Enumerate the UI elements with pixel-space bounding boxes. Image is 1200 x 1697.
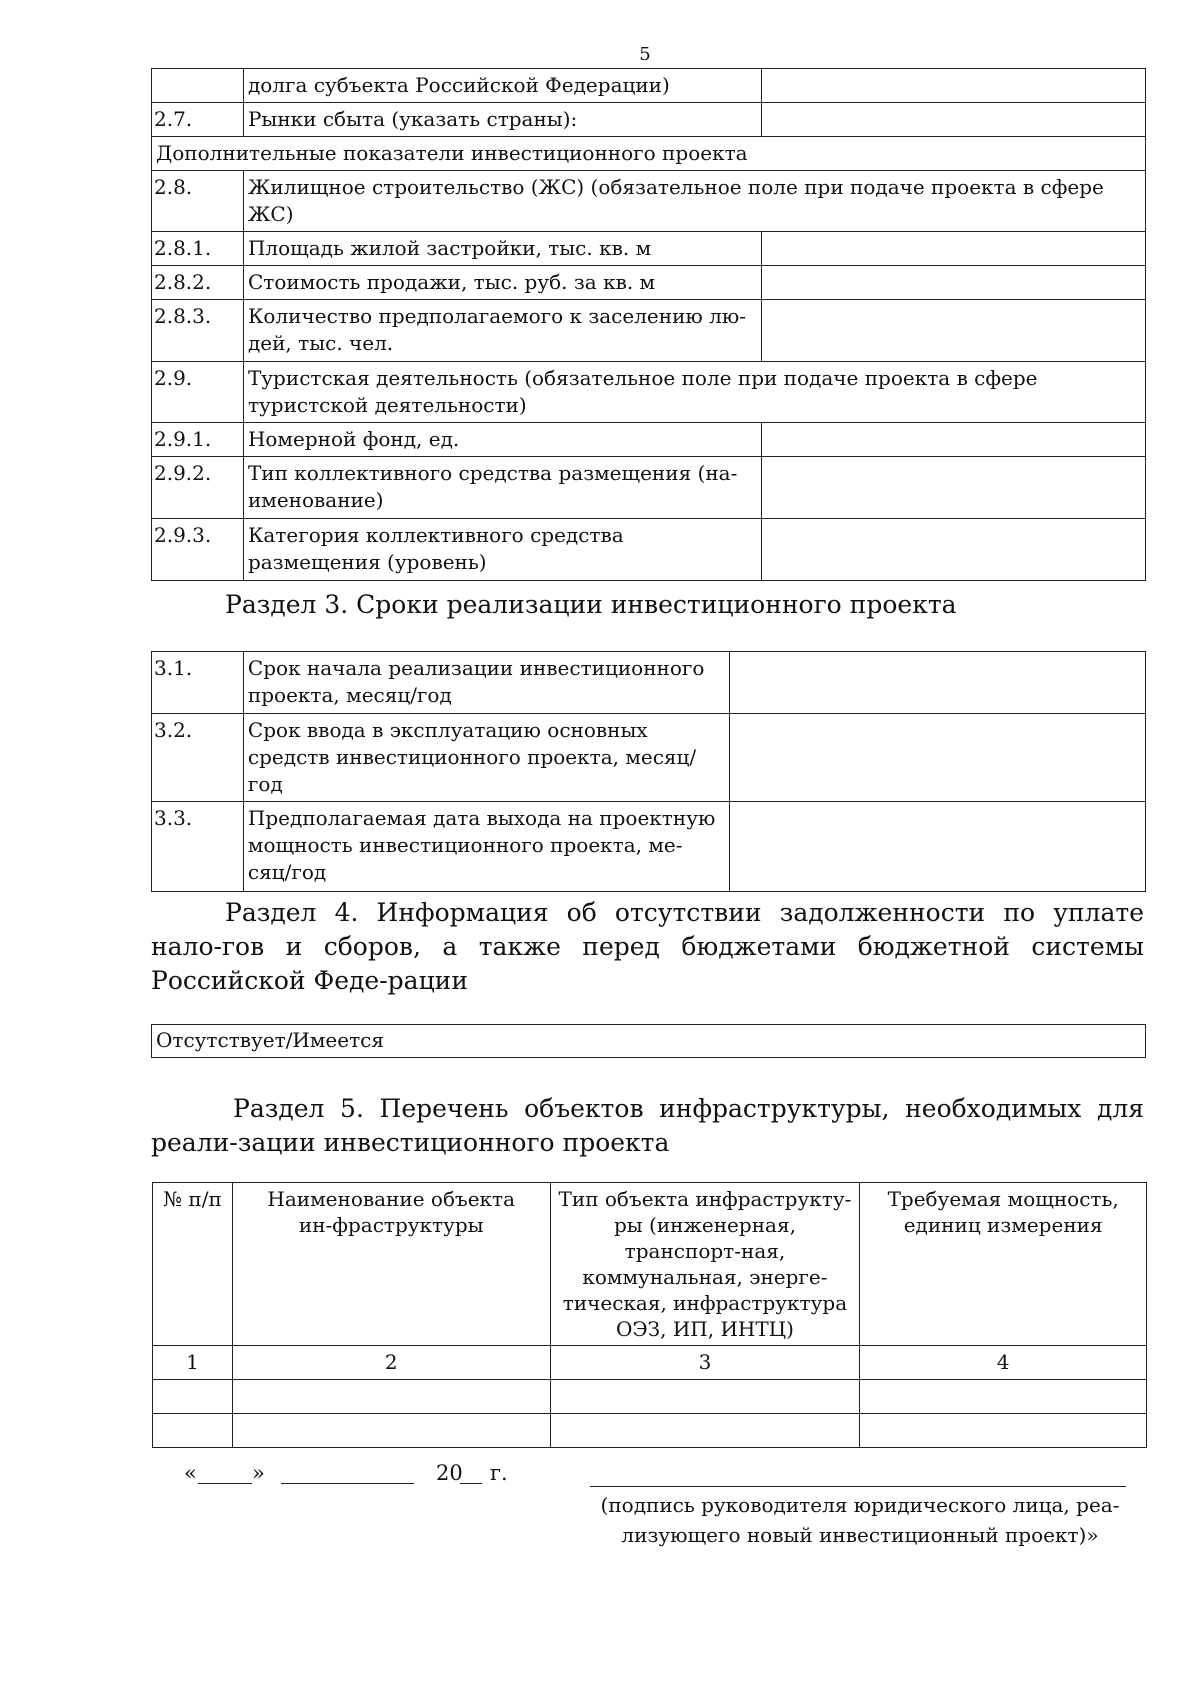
- row-label: Рынки сбыта (указать страны):: [243, 103, 761, 137]
- row-number: 3.1.: [152, 652, 244, 714]
- table-row: [153, 1414, 1147, 1448]
- row-label: Номерной фонд, ед.: [243, 423, 761, 457]
- table-row: [152, 300, 1146, 362]
- table-cell[interactable]: [153, 1414, 233, 1448]
- column-header-number: № п/п: [153, 1183, 233, 1346]
- row-label: Категория коллективного средства размещения (уровень): [243, 519, 761, 581]
- section4-table: [151, 1024, 1146, 1058]
- table-cell[interactable]: [550, 1414, 860, 1448]
- table-cell[interactable]: [860, 1380, 1147, 1414]
- year-prefix: 20: [436, 1461, 463, 1485]
- row-number: 3.2.: [152, 714, 244, 802]
- column-number-row: [153, 1346, 1147, 1380]
- section3-table: [151, 651, 1146, 892]
- column-header-name: Наименование объекта ин-фраструктуры: [232, 1183, 550, 1346]
- subsection-heading: Дополнительные показатели инвестиционного проекта: [152, 137, 1146, 171]
- row-value-field[interactable]: [761, 300, 1146, 362]
- row-label: Тип коллективного средства размещения (на-именование): [243, 457, 761, 519]
- row-label: Туристская деятельность (обязательное поле при подаче проекта в сфере туристской деятельности): [243, 362, 1145, 423]
- table-cell[interactable]: [860, 1414, 1147, 1448]
- year-blank[interactable]: [460, 1483, 482, 1484]
- table-row: [153, 1380, 1147, 1414]
- row-value-field[interactable]: [729, 802, 1145, 892]
- table-row: [152, 652, 1146, 714]
- table-row: [152, 266, 1146, 300]
- row-number: 2.8.: [152, 171, 244, 232]
- row-value-field[interactable]: [761, 69, 1146, 103]
- row-label: Площадь жилой застройки, тыс. кв. м: [243, 232, 761, 266]
- table-row: [152, 69, 1146, 103]
- quote-open: «: [184, 1461, 197, 1485]
- table-row: [152, 714, 1146, 802]
- row-value-field[interactable]: [761, 232, 1146, 266]
- table-cell[interactable]: [232, 1380, 550, 1414]
- row-number: 2.8.1.: [152, 232, 244, 266]
- row-label: долга субъекта Российской Федерации): [243, 69, 761, 103]
- day-blank[interactable]: [198, 1483, 252, 1484]
- row-value-field[interactable]: [729, 714, 1145, 802]
- table-row: [152, 103, 1146, 137]
- column-number: 1: [153, 1346, 233, 1380]
- row-label: Срок ввода в эксплуатацию основных средств инвестиционного проекта, месяц/год: [243, 714, 729, 802]
- section2-table: [151, 68, 1146, 581]
- table-cell[interactable]: [153, 1380, 233, 1414]
- column-number: 2: [232, 1346, 550, 1380]
- month-blank[interactable]: [281, 1483, 414, 1484]
- table-row: [152, 171, 1146, 232]
- table-row: [152, 802, 1146, 892]
- section4-title: Раздел 4. Информация об отсутствии задолженности по уплате нало-гов и сборов, а также перед бюджетами бюджетной системы Российской Феде-рации: [151, 898, 1144, 995]
- page-number: 5: [639, 44, 651, 65]
- section5-title: Раздел 5. Перечень объектов инфраструктуры, необходимых для реали-зации инвестиционного проекта: [151, 1094, 1144, 1157]
- signature-line[interactable]: [590, 1486, 1126, 1487]
- row-value-field[interactable]: [761, 103, 1146, 137]
- row-label: Стоимость продажи, тыс. руб. за кв. м: [243, 266, 761, 300]
- row-value-field[interactable]: [761, 457, 1146, 519]
- row-value-field[interactable]: [761, 423, 1146, 457]
- year-suffix: г.: [490, 1461, 508, 1485]
- table-header-row: [153, 1183, 1147, 1346]
- table-cell[interactable]: [232, 1414, 550, 1448]
- row-label: Срок начала реализации инвестиционного проекта, месяц/год: [243, 652, 729, 714]
- table-row: [152, 362, 1146, 423]
- row-number: 2.9.: [152, 362, 244, 423]
- table-row: [152, 232, 1146, 266]
- section3-title: Раздел 3. Сроки реализации инвестиционного проекта: [225, 590, 957, 619]
- row-label: Жилищное строительство (ЖС) (обязательное поле при подаче проекта в сфере ЖС): [243, 171, 1145, 232]
- row-label: Предполагаемая дата выхода на проектную мощность инвестиционного проекта, ме-сяц/год: [243, 802, 729, 892]
- row-number: 2.9.1.: [152, 423, 244, 457]
- row-number: 2.8.2.: [152, 266, 244, 300]
- row-number: 2.7.: [152, 103, 244, 137]
- table-row: [152, 423, 1146, 457]
- row-number: 2.9.3.: [152, 519, 244, 581]
- infrastructure-table: [152, 1182, 1147, 1448]
- column-header-type: Тип объекта инфраструкту-ры (инженерная, транспорт-ная, коммунальная, энерге-тическая, инфраструктура ОЭЗ, ИП, ИНТЦ): [550, 1183, 860, 1346]
- row-label: Количество предполагаемого к заселению лю-дей, тыс. чел.: [243, 300, 761, 362]
- column-number: 3: [550, 1346, 860, 1380]
- table-cell[interactable]: [550, 1380, 860, 1414]
- row-number: 3.3.: [152, 802, 244, 892]
- row-value-field[interactable]: [761, 266, 1146, 300]
- row-value-field[interactable]: [761, 519, 1146, 581]
- date-line: [184, 1461, 514, 1491]
- column-header-capacity: Требуемая мощность, единиц измерения: [860, 1183, 1147, 1346]
- column-number: 4: [860, 1346, 1147, 1380]
- table-row: [152, 519, 1146, 581]
- quote-close: »: [252, 1461, 265, 1485]
- table-row: [152, 1025, 1146, 1058]
- row-number: [152, 69, 244, 103]
- row-number: 2.9.2.: [152, 457, 244, 519]
- table-row: [152, 137, 1146, 171]
- signature-caption: (подпись руководителя юридического лица, реа-лизующего новый инвестиционный проект)»: [600, 1493, 1120, 1547]
- table-row: [152, 457, 1146, 519]
- row-number: 2.8.3.: [152, 300, 244, 362]
- row-value-field[interactable]: [729, 652, 1145, 714]
- debt-status-field[interactable]: Отсутствует/Имеется: [152, 1025, 1146, 1058]
